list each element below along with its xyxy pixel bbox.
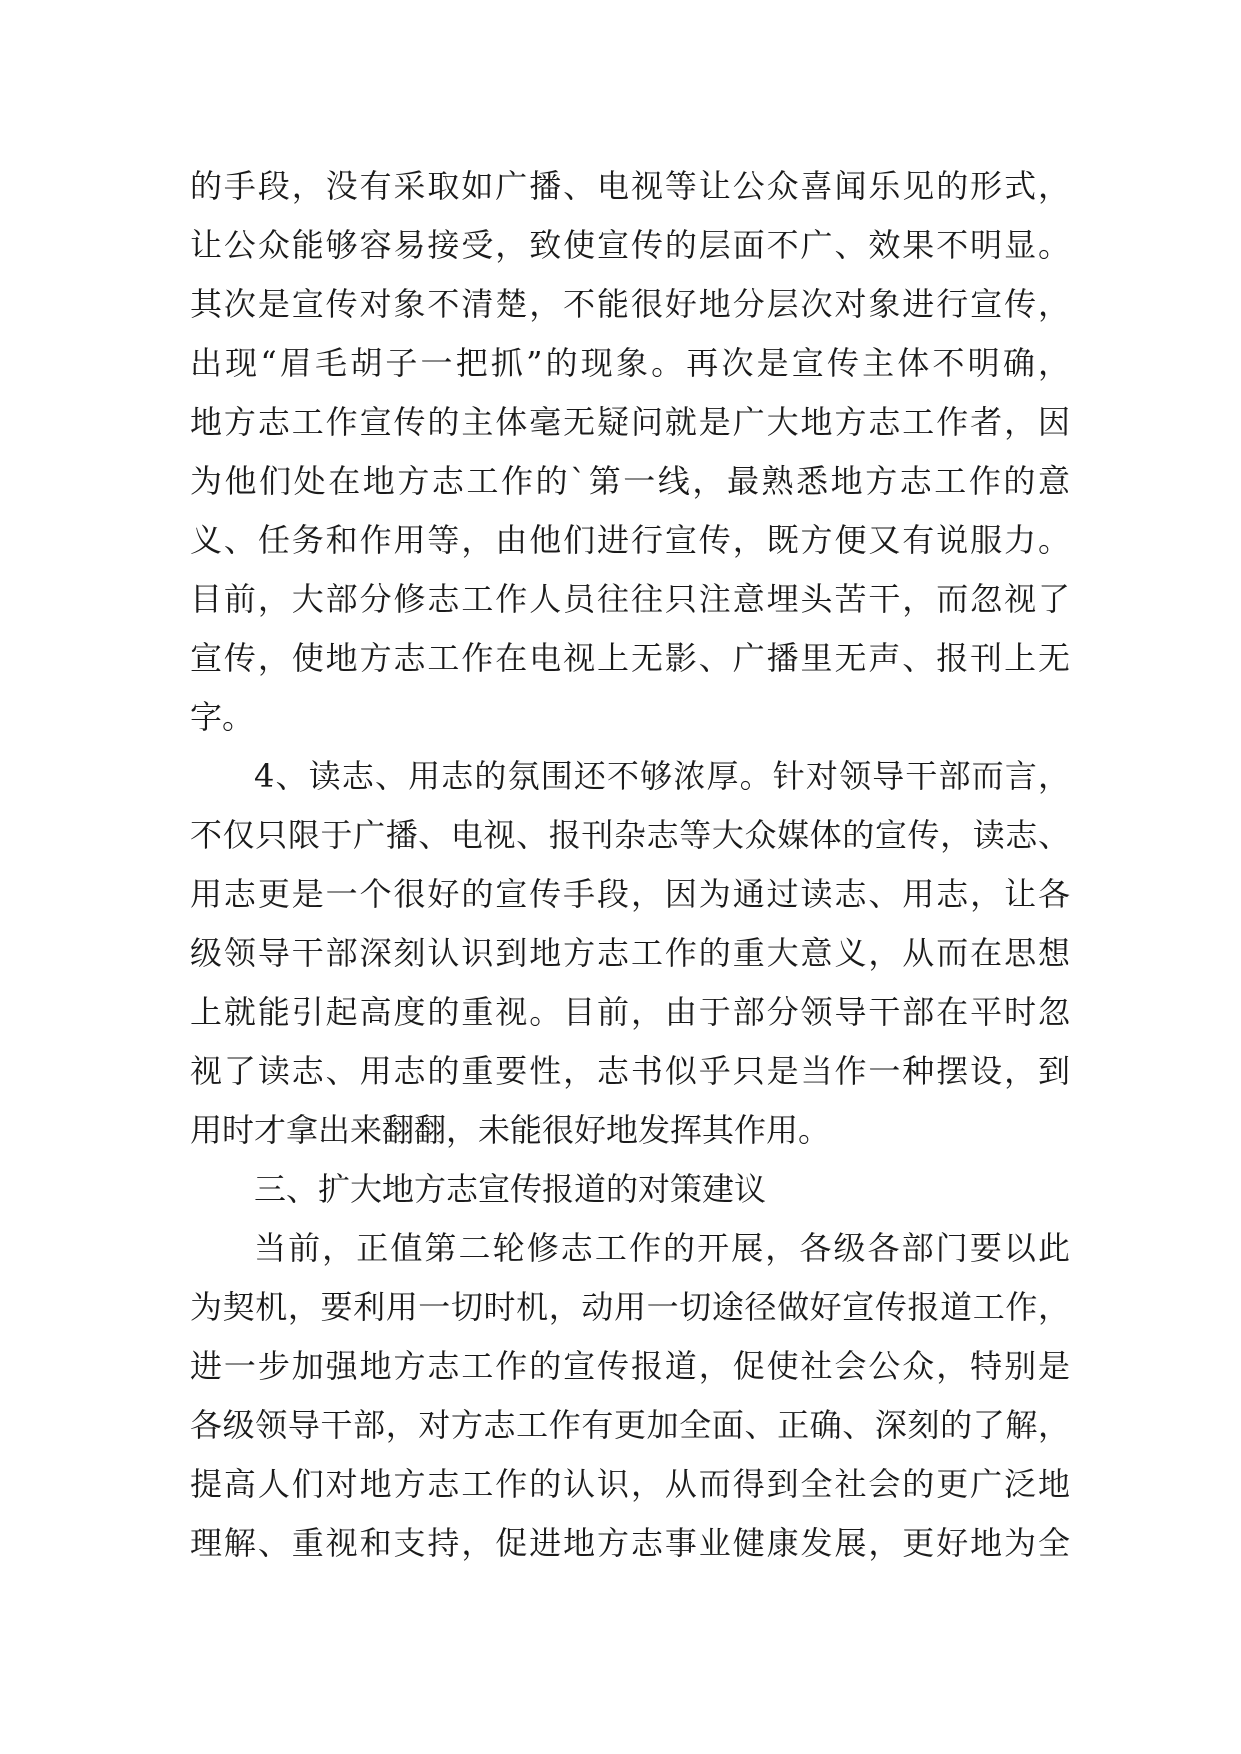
- text-line: 的手段，没有采取如广播、电视等让公众喜闻乐见的形式，: [190, 167, 1070, 205]
- text-line: 目前，大部分修志工作人员往往只注意埋头苦干，而忽视了: [190, 580, 1070, 618]
- text-line: 用时才拿出来翻翻，未能很好地发挥其作用。: [190, 1111, 831, 1149]
- section-heading: 三、扩大地方志宣传报道的对策建议: [254, 1170, 767, 1208]
- text-line: 进一步加强地方志工作的宣传报道，促使社会公众，特别是: [190, 1347, 1070, 1385]
- text-line: 理解、重视和支持，促进地方志事业健康发展，更好地为全: [190, 1524, 1070, 1562]
- text-line: 地方志工作宣传的主体毫无疑问就是广大地方志工作者，因: [190, 403, 1070, 441]
- text-line: 当前，正值第二轮修志工作的开展，各级各部门要以此: [254, 1229, 1070, 1267]
- text-line: 上就能引起高度的重视。目前，由于部分领导干部在平时忽: [190, 993, 1070, 1031]
- text-line: 不仅只限于广播、电视、报刊杂志等大众媒体的宣传，读志、: [190, 816, 1070, 854]
- text-line: 为契机，要利用一切时机，动用一切途径做好宣传报道工作，: [190, 1288, 1070, 1326]
- text-line: 出现“眉毛胡子一把抓”的现象。再次是宣传主体不明确，: [190, 344, 1070, 382]
- text-line: 级领导干部深刻认识到地方志工作的重大意义，从而在思想: [190, 934, 1070, 972]
- text-line: 用志更是一个很好的宣传手段，因为通过读志、用志，让各: [190, 875, 1070, 913]
- text-line: 其次是宣传对象不清楚，不能很好地分层次对象进行宣传，: [190, 285, 1070, 323]
- text-line: 4、读志、用志的氛围还不够浓厚。针对领导干部而言，: [254, 757, 1070, 795]
- text-line: 让公众能够容易接受，致使宣传的层面不广、效果不明显。: [190, 226, 1070, 264]
- text-line: 提高人们对地方志工作的认识，从而得到全社会的更广泛地: [190, 1465, 1070, 1503]
- text-line: 为他们处在地方志工作的`第一线，最熟悉地方志工作的意: [190, 462, 1070, 500]
- text-line: 义、任务和作用等，由他们进行宣传，既方便又有说服力。: [190, 521, 1070, 559]
- text-line: 宣传，使地方志工作在电视上无影、广播里无声、报刊上无: [190, 639, 1070, 677]
- text-line: 视了读志、用志的重要性，志书似乎只是当作一种摆设，到: [190, 1052, 1070, 1090]
- text-line: 各级领导干部，对方志工作有更加全面、正确、深刻的了解，: [190, 1406, 1070, 1444]
- body-text: [190, 157, 1070, 1573]
- text-line: 字。: [190, 698, 255, 736]
